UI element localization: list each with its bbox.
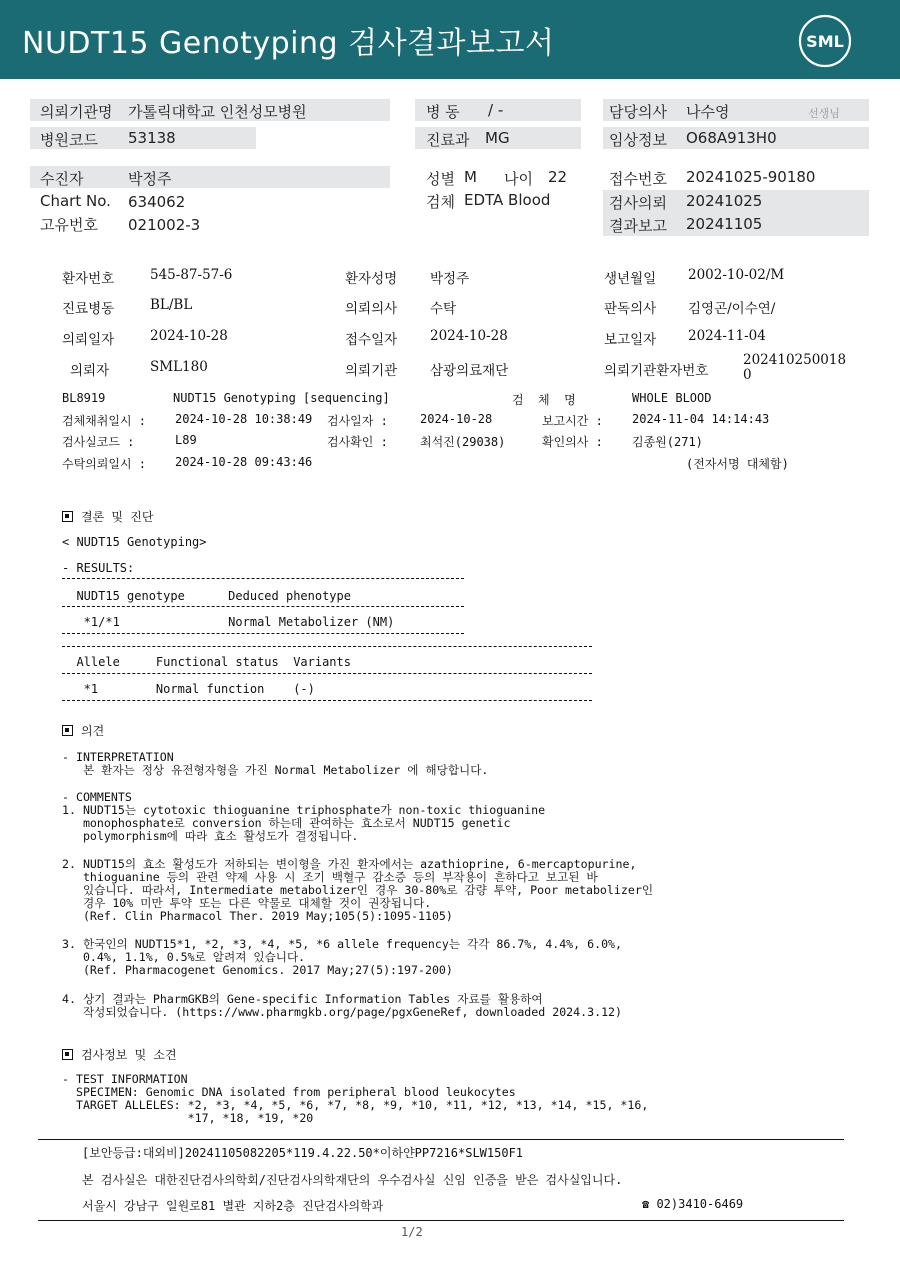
hospcode-value: 53138 xyxy=(128,129,176,147)
section-title-text: 결론 및 진단 xyxy=(81,510,154,524)
section-title xyxy=(62,1046,177,1063)
clinical-label: 임상정보 xyxy=(609,131,667,149)
logo-text: SML xyxy=(806,32,844,51)
checker-value: 김종원(271) xyxy=(632,435,703,449)
pb-value: 2024-10-28 xyxy=(430,328,508,344)
pb-label: 판독의사 xyxy=(604,301,657,317)
room-value: L89 xyxy=(175,433,197,447)
uid-label: 고유번호 xyxy=(40,216,98,234)
spec-value: WHOLE BLOOD xyxy=(632,391,712,405)
doctor-value: 나수영 xyxy=(686,103,730,121)
report-label: 결과보고 xyxy=(609,217,667,235)
patient-value: 박정주 xyxy=(128,170,172,188)
pb-label: 의뢰일자 xyxy=(62,332,115,348)
comment-2: 2. NUDT15의 효소 활성도가 저하되는 변이형을 가진 환자에서는 azathioprine, 6-mercaptopurine, thioguanine 등의 관련 약제 사용 시 조기 백혈구 감소증 등의 부작용이 흔하다고 보고된 바 있습니다. 따라서, Intermediate metabolizer인 경우 30-80%로 감량 투약, Poor metabolizer인 경우 10% 미만 투약 또는 다른 약물로 대체할 것이 권장됩니다. (Ref. Clin Pharmacol Ther. 2019 May;105(5):1095-1105) xyxy=(62,857,654,923)
pb-label: 의뢰기관 xyxy=(345,363,398,379)
divider xyxy=(62,633,464,634)
consign-value: 2024-10-28 09:43:46 xyxy=(175,455,313,469)
spec-label: 검 체 명 xyxy=(512,393,576,407)
pb-value: 2024-11-04 xyxy=(688,328,766,344)
chart-value: 634062 xyxy=(128,193,186,211)
results-label: - RESULTS: xyxy=(62,561,135,575)
dept-label: 진료과 xyxy=(426,131,470,149)
comment-4: 4. 상기 결과는 PharmGKB의 Gene-specific Information Tables 자료를 활용하여 작성되었습니다. (https://www.pharmgkb.org/page/pgxGeneRef, downloaded 2024.3.12) xyxy=(62,992,623,1019)
pb-label: 보고일자 xyxy=(604,332,657,348)
pb-value: 김영곤/이수연/ xyxy=(688,301,776,317)
section-title xyxy=(62,722,104,739)
pb-value: 수탁 xyxy=(430,301,457,317)
pb-label: 진료병동 xyxy=(62,301,115,317)
pb-value: 0 xyxy=(743,367,752,383)
reporttime-value: 2024-11-04 14:14:43 xyxy=(632,412,770,426)
pb-value: 202410250018 xyxy=(743,352,847,368)
pb-value: 545-87-57-6 xyxy=(150,267,233,283)
specimen-label: 검체 xyxy=(426,193,455,211)
hospcode-label: 병원코드 xyxy=(40,131,98,149)
section-subtitle: < NUDT15 Genotyping> xyxy=(62,535,207,549)
report-value: 20241105 xyxy=(686,215,763,233)
section-title-text: 의견 xyxy=(81,724,105,738)
pb-value: 2002-10-02/M xyxy=(688,267,785,283)
receipt-value: 20241025-90180 xyxy=(686,168,816,186)
table2-row: *1 Normal function (-) xyxy=(62,682,315,696)
divider xyxy=(62,578,464,579)
report-header xyxy=(0,0,900,79)
square-bullet-icon xyxy=(62,511,73,522)
section-title-text: 검사정보 및 소견 xyxy=(81,1048,177,1062)
request-label: 검사의뢰 xyxy=(609,194,667,212)
collect-value: 2024-10-28 10:38:49 xyxy=(175,412,313,426)
sex-label: 성별 xyxy=(426,170,455,188)
footer-rule-top xyxy=(38,1139,844,1140)
doctor-label: 담당의사 xyxy=(609,103,667,121)
address: 서울시 강남구 일원로81 별관 지하2층 진단검사의학과 xyxy=(82,1199,384,1213)
square-bullet-icon xyxy=(62,725,73,736)
table1-header: NUDT15 genotype Deduced phenotype xyxy=(62,589,351,603)
test-name: NUDT15 Genotyping [sequencing] xyxy=(173,391,390,405)
collect-label: 검체채취일시 : xyxy=(62,414,147,428)
testdate-value: 2024-10-28 xyxy=(420,412,493,426)
pb-value: 박정주 xyxy=(430,271,470,287)
table1-row: *1/*1 Normal Metabolizer (NM) xyxy=(62,615,395,629)
footer-rule-bottom xyxy=(38,1220,844,1221)
sex-value: M xyxy=(464,168,477,186)
test-code: BL8919 xyxy=(62,391,106,405)
confirm-label: 검사확인 : xyxy=(327,435,388,449)
request-value: 20241025 xyxy=(686,192,763,210)
certification: 본 검사실은 대한진단검사의학회/진단검사의학재단의 우수검사실 신임 인증을 받은 검사실입니다. xyxy=(82,1173,623,1187)
room-label: 검사실코드 : xyxy=(62,435,135,449)
report-title: NUDT15 Genotyping 검사결과보고서 xyxy=(22,26,555,61)
hospital-label: 의뢰기관명 xyxy=(40,103,113,121)
pb-value: 삼광의료재단 xyxy=(430,363,509,379)
esign-note: (전자서명 대체함) xyxy=(686,457,789,471)
sml-logo xyxy=(797,13,853,69)
pb-label: 의뢰의사 xyxy=(345,301,398,317)
pb-value: BL/BL xyxy=(150,297,193,313)
pb-label: 생년월일 xyxy=(604,271,657,287)
doctor-suffix: 선생님 xyxy=(808,107,840,120)
pb-value: SML180 xyxy=(150,359,208,375)
age-label: 나이 xyxy=(504,170,533,188)
clinical-value: O68A913H0 xyxy=(686,129,777,147)
pb-label: 접수일자 xyxy=(345,332,398,348)
table2-header: Allele Functional status Variants xyxy=(62,655,351,669)
interpretation: - INTERPRETATION 본 환자는 정상 유전형자형을 가진 Normal Metabolizer 에 해당합니다. xyxy=(62,750,489,777)
ward-label: 병 동 xyxy=(426,103,460,121)
pb-label: 환자성명 xyxy=(345,271,398,287)
phone: ☎ 02)3410-6469 xyxy=(642,1197,744,1211)
hospital-value: 가톨릭대학교 인천성모병원 xyxy=(128,103,307,121)
pb-value: 2024-10-28 xyxy=(150,328,228,344)
confirm-value: 최석진(29038) xyxy=(420,435,506,449)
comment-1: - COMMENTS 1. NUDT15는 cytotoxic thioguanine triphosphate가 non-toxic thioguanine monophosphate로 conversion 하는데 관여하는 효소로서 NUDT15 genetic polymorphism에 따라 효소 활성도가 결정됩니다. xyxy=(62,790,546,843)
pb-label: 환자번호 xyxy=(62,271,115,287)
chart-label: Chart No. xyxy=(40,192,111,210)
receipt-label: 접수번호 xyxy=(609,170,667,188)
dept-value: MG xyxy=(485,129,510,147)
testdate-label: 검사일자 : xyxy=(327,414,388,428)
divider xyxy=(62,646,592,647)
ward-value: / - xyxy=(488,101,504,119)
comment-3: 3. 한국인의 NUDT15*1, *2, *3, *4, *5, *6 allele frequency는 각각 86.7%, 4.4%, 6.0%, 0.4%, 1.1%, 0.5%로 알려져 있습니다. (Ref. Pharmacogenet Genomics. 2017 May;27(5):197-200) xyxy=(62,937,623,977)
pb-label: 의뢰기관환자번호 xyxy=(604,363,709,379)
section-title xyxy=(62,508,153,525)
pb-label: 의뢰자 xyxy=(70,363,110,379)
uid-value: 021002-3 xyxy=(128,216,201,234)
test-information: - TEST INFORMATION SPECIMEN: Genomic DNA isolated from peripheral blood leukocytes TARGET ALLELES: *2, *3, *4, *5, *6, *7, *8, *9, *10, *11, *12, *13, *14, *15, *16, *17, *18, *19, *20 xyxy=(62,1072,649,1125)
checker-label: 확인의사 : xyxy=(542,435,603,449)
reporttime-label: 보고시간 : xyxy=(542,414,603,428)
security-line: [보안등급:대외비]20241105082205*119.4.22.50*이하얀PP7216*SLW150F1 xyxy=(82,1146,524,1160)
square-bullet-icon xyxy=(62,1049,73,1060)
patient-label: 수진자 xyxy=(40,170,84,188)
divider xyxy=(62,700,592,701)
divider xyxy=(62,606,464,607)
age-value: 22 xyxy=(548,168,568,186)
patient-box xyxy=(30,166,390,188)
specimen-value: EDTA Blood xyxy=(464,191,551,209)
consign-label: 수탁의뢰일시 : xyxy=(62,457,147,471)
page-number: 1/2 xyxy=(401,1225,423,1239)
divider xyxy=(62,673,592,674)
